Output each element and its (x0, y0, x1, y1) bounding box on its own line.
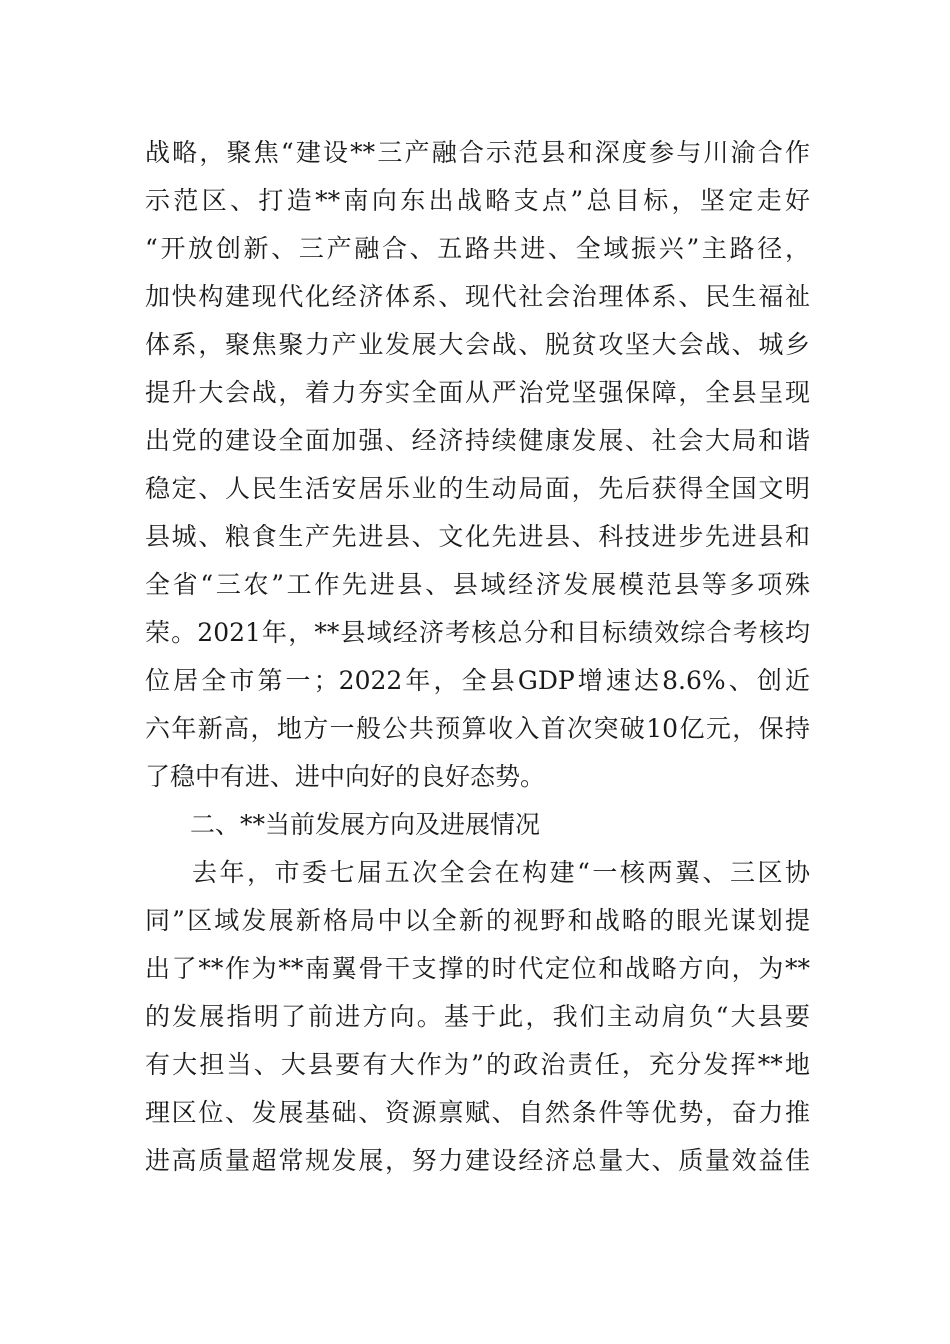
paragraph-line: 的发展指明了前进方向。基于此，我们主动肩负“大县要 (145, 1002, 810, 1031)
paragraph-line: 稳定、人民生活安居乐业的生动局面，先后获得全国文明 (145, 474, 810, 503)
paragraph-line: 理区位、发展基础、资源禀赋、自然条件等优势，奋力推 (145, 1098, 810, 1127)
paragraph-line: 体系，聚焦聚力产业发展大会战、脱贫攻坚大会战、城乡 (145, 330, 810, 359)
paragraph-line: 六年新高，地方一般公共预算收入首次突破10亿元，保持 (145, 714, 810, 743)
paragraph-line: 县城、粮食生产先进县、文化先进县、科技进步先进县和 (145, 522, 810, 551)
paragraph-line: 提升大会战，着力夯实全面从严治党坚强保障，全县呈现 (145, 378, 810, 407)
paragraph-line: 全省“三农”工作先进县、县域经济发展模范县等多项殊 (145, 570, 810, 599)
paragraph-line: “开放创新、三产融合、五路共进、全域振兴”主路径， (145, 234, 810, 263)
paragraph-line: 进高质量超常规发展，努力建设经济总量大、质量效益佳 (145, 1146, 810, 1175)
paragraph-line: 同”区域发展新格局中以全新的视野和战略的眼光谋划提 (145, 906, 810, 935)
paragraph-line: 有大担当、大县要有大作为”的政治责任，充分发挥**地 (145, 1050, 810, 1079)
paragraph-line: 荣。2021年，**县域经济考核总分和目标绩效综合考核均 (145, 618, 810, 647)
paragraph-line: 战略，聚焦“建设**三产融合示范县和深度参与川渝合作 (145, 138, 810, 167)
paragraph-line: 加快构建现代化经济体系、现代社会治理体系、民生福祉 (145, 282, 810, 311)
section-heading: 二、**当前发展方向及进展情况 (190, 810, 541, 839)
paragraph-line: 去年，市委七届五次全会在构建“一核两翼、三区协 (192, 858, 810, 887)
paragraph-line: 示范区、打造**南向东出战略支点”总目标，坚定走好 (145, 186, 810, 215)
paragraph-line: 了稳中有进、进中向好的良好态势。 (145, 762, 546, 791)
paragraph-line: 出了**作为**南翼骨干支撑的时代定位和战略方向，为** (145, 954, 810, 983)
paragraph-line: 位居全市第一；2022年，全县GDP增速达8.6%、创近 (145, 666, 810, 695)
paragraph-line: 出党的建设全面加强、经济持续健康发展、社会大局和谐 (145, 426, 810, 455)
